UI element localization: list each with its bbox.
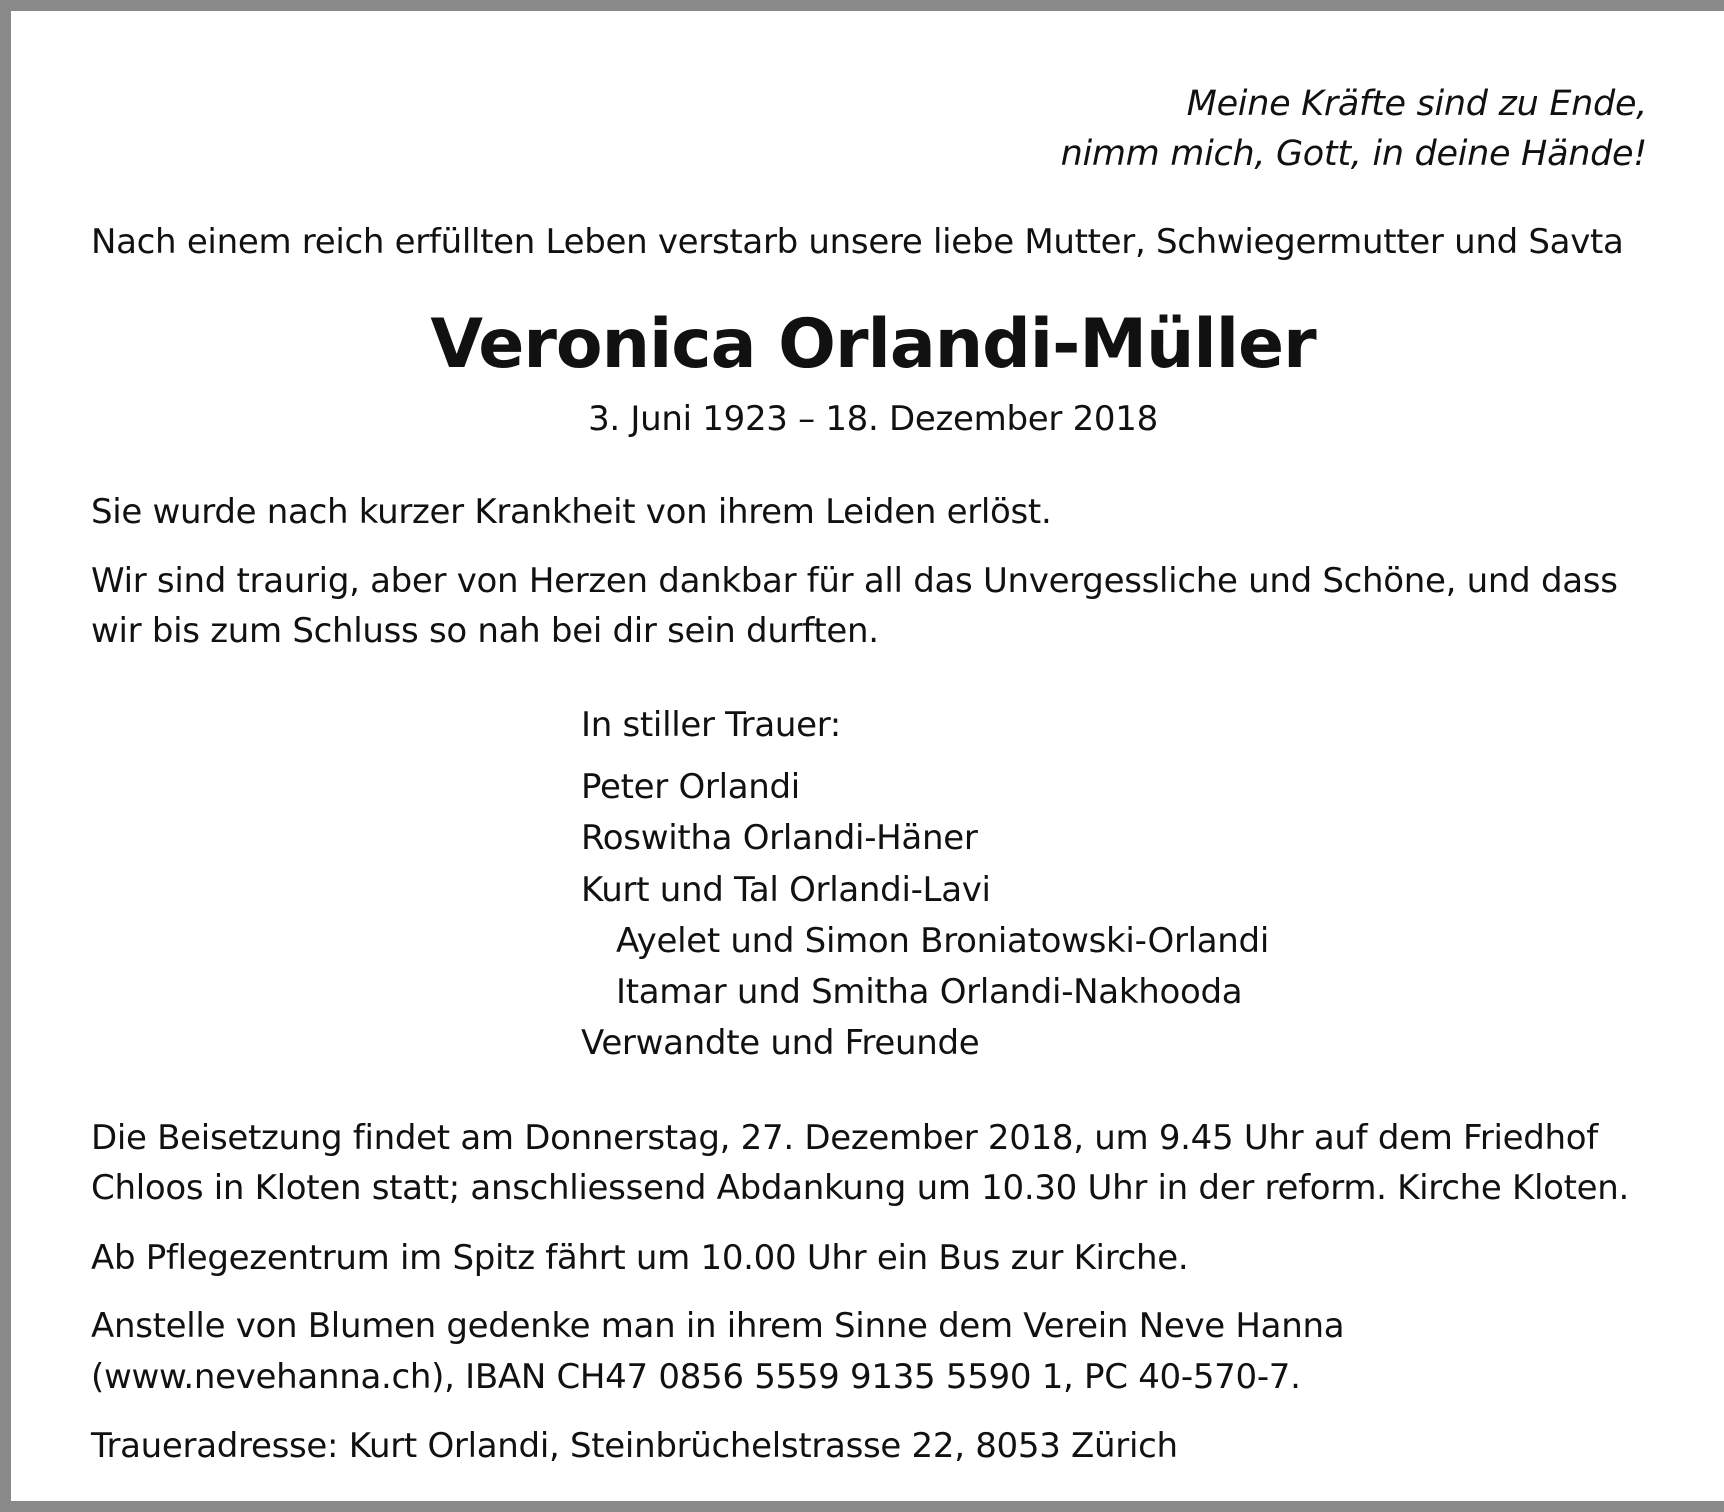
motto-line-1: Meine Kräfte sind zu Ende, <box>1186 84 1647 124</box>
bus-info: Ab Pflegezentrum im Spitz fährt um 10.00 Uhr ein Bus zur Kirche. <box>91 1238 1189 1278</box>
motto-line-2: nimm mich, Gott, in deine Hände! <box>1060 134 1647 174</box>
donation-line-1: Anstelle von Blumen gedenke man in ihrem Sinne dem Verein Neve Hanna <box>91 1306 1345 1346</box>
mourner-name: Roswitha Orlandi-Häner <box>581 818 978 858</box>
mourner-name: Itamar und Smitha Orlandi-Nakhooda <box>616 972 1243 1012</box>
mourning-address: Traueradresse: Kurt Orlandi, Steinbrüchelstrasse 22, 8053 Zürich <box>91 1426 1178 1466</box>
mourner-name: Ayelet und Simon Broniatowski-Orlandi <box>616 921 1269 961</box>
mourners-heading: In stiller Trauer: <box>581 705 841 745</box>
donation-line-2: (www.nevehanna.ch), IBAN CH47 0856 5559 9135 5590 1, PC 40-570-7. <box>91 1357 1301 1397</box>
mourner-name: Peter Orlandi <box>581 767 800 807</box>
life-dates: 3. Juni 1923 – 18. Dezember 2018 <box>588 399 1158 439</box>
message-line-1: Sie wurde nach kurzer Krankheit von ihrem Leiden erlöst. <box>91 492 1052 532</box>
message-line-3: wir bis zum Schluss so nah bei dir sein durften. <box>91 611 879 651</box>
mourner-name: Verwandte und Freunde <box>581 1023 980 1063</box>
deceased-name: Veronica Orlandi-Müller <box>430 305 1316 384</box>
message-line-2: Wir sind traurig, aber von Herzen dankbar für all das Unvergessliche und Schöne, und dass <box>91 561 1618 601</box>
funeral-line-2: Chloos in Kloten statt; anschliessend Abdankung um 10.30 Uhr in der reform. Kirche Kloten. <box>91 1168 1630 1208</box>
funeral-line-1: Die Beisetzung findet am Donnerstag, 27. Dezember 2018, um 9.45 Uhr auf dem Friedhof <box>91 1118 1598 1158</box>
mourner-name: Kurt und Tal Orlandi-Lavi <box>581 870 991 910</box>
intro-text: Nach einem reich erfüllten Leben verstarb unsere liebe Mutter, Schwiegermutter und Savta <box>91 222 1624 262</box>
